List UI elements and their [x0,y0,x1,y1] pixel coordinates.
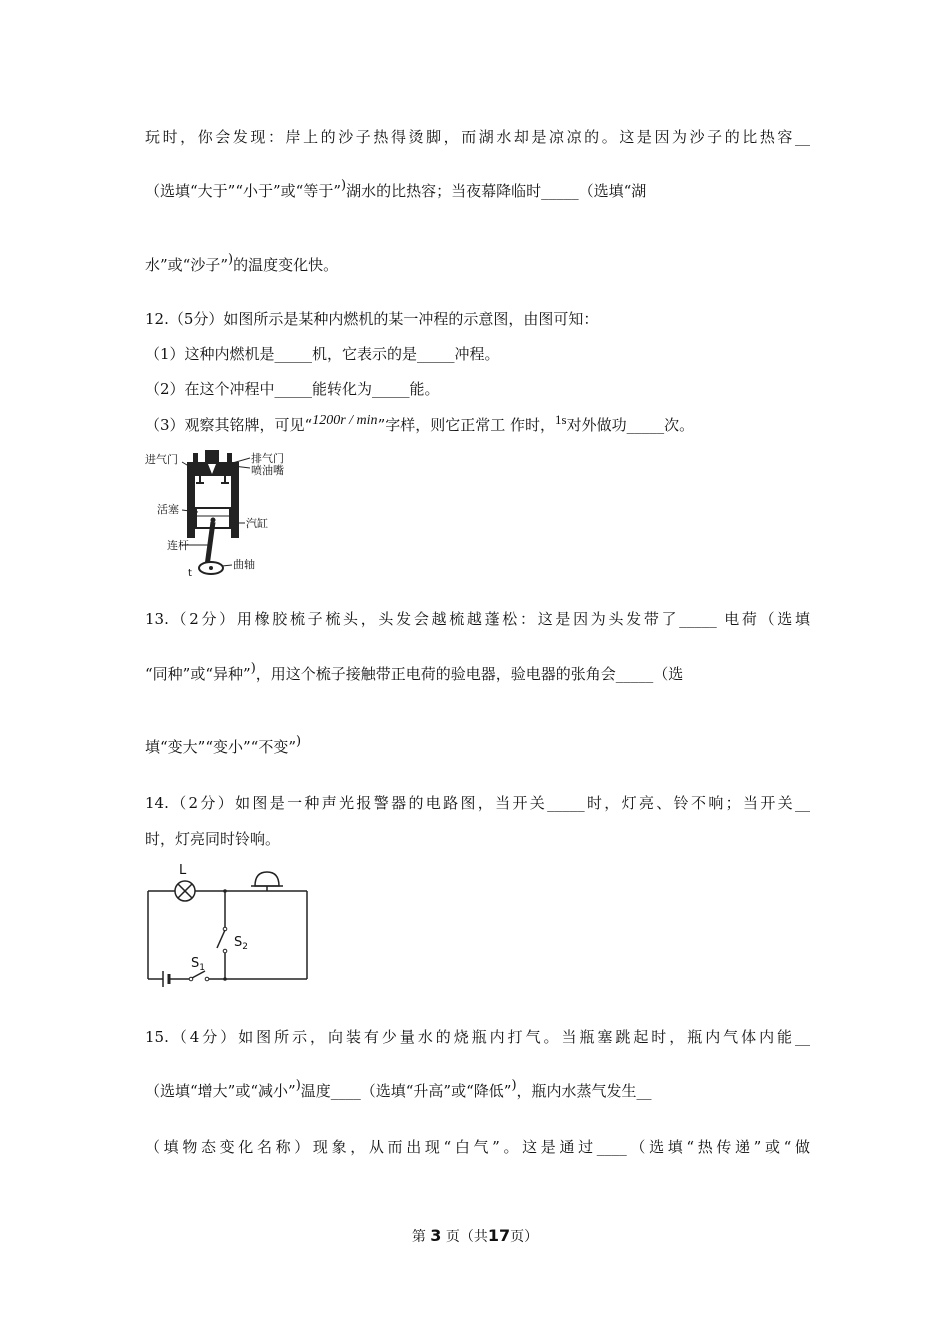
q12-rate: 1200r / min [312,413,378,428]
q14-line-2: 时，灯亮同时铃响。 [145,830,281,848]
label-lamp: L [179,863,187,878]
q15-line-2 [145,1078,810,1103]
q11-paren-2: ) [228,252,234,267]
q15-line-2c: ，瓶内水蒸气发生__ [516,1082,652,1100]
q15-line-2a: （选填“增大”或“减小” [145,1082,296,1100]
footer-pre: 第 [411,1229,426,1245]
label-intake-valve: 进气门 [145,453,178,466]
q11-line-3 [145,252,810,277]
label-s2 [234,935,248,952]
label-crank: 曲轴 [233,558,255,571]
q12-sub-1: （1）这种内燃机是_____机，它表示的是_____冲程。 [145,345,500,363]
q11-line-2b: 湖水的比热容；当夜幕降临时_____（选填“湖 [346,182,647,200]
q11-line-3b: 的温度变化快。 [233,256,339,274]
q15-paren-1: ) [295,1078,301,1093]
q12-sub-3b: ”字样，则它正常工 作时， [377,416,556,434]
q15-line-3: （填物态变化名称）现象，从而出现“白气”。这是通过____（选填“热传递”或“做 [145,1138,810,1156]
q14-line-1: 14.（2分）如图是一种声光报警器的电路图，当开关_____时，灯亮、铃不响；当开关__ [145,794,810,812]
label-t: t [188,568,192,578]
label-piston: 活塞 [157,503,179,516]
bell-icon [255,872,279,886]
q13-line-3-text: 填“变大”“变小”“不变” [145,738,297,756]
label-injector: 喷油嘴 [251,464,284,477]
q12-sub-3 [145,412,810,437]
q13-line-2 [145,661,810,686]
circuit-diagram [145,856,315,990]
engine-diagram [145,450,305,578]
label-s2-sub: 2 [242,942,248,952]
label-s1-sub: 1 [199,963,205,973]
q13-line-2a: “同种”或“异种” [145,665,251,683]
q12-sub-3a: （3）观察其铭牌，可见“ [145,416,313,434]
switch-s2-icon [217,930,225,948]
page-footer [0,1226,950,1246]
label-s1-letter: S [191,956,200,971]
q13-paren-2: ) [296,734,302,749]
q15-line-1: 15.（4分）如图所示，向装有少量水的烧瓶内打气。当瓶塞跳起时，瓶内气体内能__ [145,1028,810,1046]
q12-sub-2: （2）在这个冲程中_____能转化为_____能。 [145,380,440,398]
footer-page-number: 3 [430,1226,442,1245]
label-s1 [191,956,205,973]
footer-post: 页） [510,1229,539,1245]
q12-time: 1s [555,412,567,427]
q15-line-2b: 温度____（选填“升高”或“降低” [300,1082,512,1100]
label-cylinder: 汽缸 [246,517,268,530]
q13-line-2b: ，用这个梳子接触带正电荷的验电器，验电器的张角会_____（选 [255,665,684,683]
q11-line-3a: 水”或“沙子” [145,256,229,274]
q11-line-1: 玩时，你会发现：岸上的沙子热得烫脚，而湖水却是凉凉的。这是因为沙子的比热容__ [145,128,810,146]
label-rod: 连杆 [167,539,189,552]
q13-paren-1: ) [250,661,256,676]
footer-mid: 页（共 [445,1229,488,1245]
q15-paren-2: ) [511,1078,517,1093]
footer-total-pages: 17 [487,1226,511,1245]
label-exhaust-valve: 排气门 [251,452,284,465]
q13-line-3 [145,734,810,759]
q11-line-2a: （选填“大于”“小于”或“等于” [145,182,342,200]
q12-heading: 12.（5分）如图所示是某种内燃机的某一冲程的示意图，由图可知： [145,310,599,328]
q11-line-2 [145,178,810,203]
q13-line-1: 13.（2分）用橡胶梳子梳头，头发会越梳越蓬松：这是因为头发带了_____ 电荷（选填 [145,610,810,628]
q12-sub-3c: 对外做功_____次。 [566,416,695,434]
label-s2-letter: S [234,935,243,950]
q11-paren-1: ) [341,178,347,193]
